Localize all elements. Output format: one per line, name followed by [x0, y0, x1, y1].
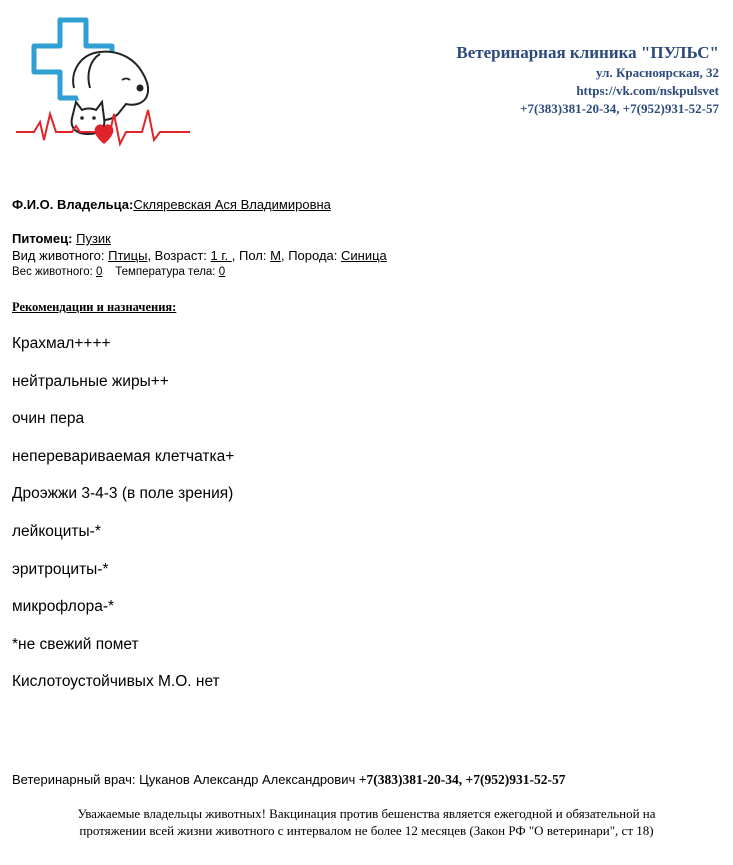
- recommendations-title: Рекомендации и назначения:: [12, 300, 177, 314]
- recommendation-item: нейтральные жиры++: [12, 372, 169, 390]
- doctor-phones: +7(383)381-20-34, +7(952)931-52-57: [358, 772, 566, 787]
- recommendation-item: эритроциты-*: [12, 560, 109, 578]
- notice-line-1: Уважаемые владельцы животных! Вакцинация против бешенства является ежегодной и обязательной на: [77, 806, 656, 821]
- notice-line-2: протяжении всей жизни животного с интервалом не более 12 месяцев (Закон РФ "О ветеринари", ст 18): [79, 823, 654, 838]
- species-label: Вид животного:: [12, 248, 105, 263]
- doctor-label: Ветеринарный врач: Цуканов Александр Александрович: [12, 772, 356, 787]
- rabies-notice: [12, 805, 721, 839]
- recommendation-item: лейкоциты-*: [12, 522, 101, 540]
- age-label: , Возраст:: [147, 248, 207, 263]
- recommendation-item: микрофлора-*: [12, 598, 115, 616]
- clinic-phones: +7(383)381-20-34, +7(952)931-52-57: [520, 101, 719, 116]
- sex-label: , Пол:: [231, 248, 267, 263]
- recommendations-list: [12, 334, 234, 710]
- recommendation-item: Дроэжжи 3-4-3 (в поле зрения): [12, 485, 234, 503]
- clinic-header: [456, 42, 719, 118]
- owner-row: [12, 197, 331, 212]
- pet-name-row: [12, 230, 387, 247]
- age-value: 1 г.: [210, 248, 232, 263]
- recommendation-item: очин пера: [12, 410, 85, 428]
- temp-value: 0: [218, 266, 226, 278]
- owner-value: Склярeвская Ася Владимировна: [133, 197, 331, 212]
- pet-name-value: Пузик: [76, 231, 111, 246]
- clinic-website[interactable]: https://vk.com/nskpulsvet: [576, 83, 719, 98]
- weight-label: Вес животного:: [12, 266, 93, 278]
- recommendation-item: *не свежий помет: [12, 635, 139, 653]
- pet-details-row: [12, 247, 387, 264]
- owner-label: Ф.И.О. Владельца:: [12, 197, 134, 212]
- clinic-name: Ветеринарная клиника "ПУЛЬС": [456, 43, 719, 62]
- doctor-row: [12, 772, 565, 788]
- recommendation-item: Кислотоустойчивых М.О. нет: [12, 673, 220, 691]
- recommendation-item: Крахмал++++: [12, 335, 111, 352]
- species-value: Птицы: [108, 248, 148, 263]
- clinic-address: ул. Красноярская, 32: [596, 65, 719, 80]
- weight-value: 0: [96, 266, 103, 278]
- pet-info: [12, 230, 387, 281]
- recommendation-item: непереваривaемая клетчатка+: [12, 447, 235, 465]
- sex-value: М: [270, 248, 281, 263]
- pet-name-label: Питомец:: [12, 231, 73, 246]
- temp-label: Температура тела:: [115, 266, 216, 278]
- vet-clinic-logo-icon: [14, 14, 194, 148]
- breed-label: , Порода:: [280, 248, 338, 263]
- breed-value: Синица: [341, 248, 387, 263]
- pet-vitals-row: [12, 264, 387, 281]
